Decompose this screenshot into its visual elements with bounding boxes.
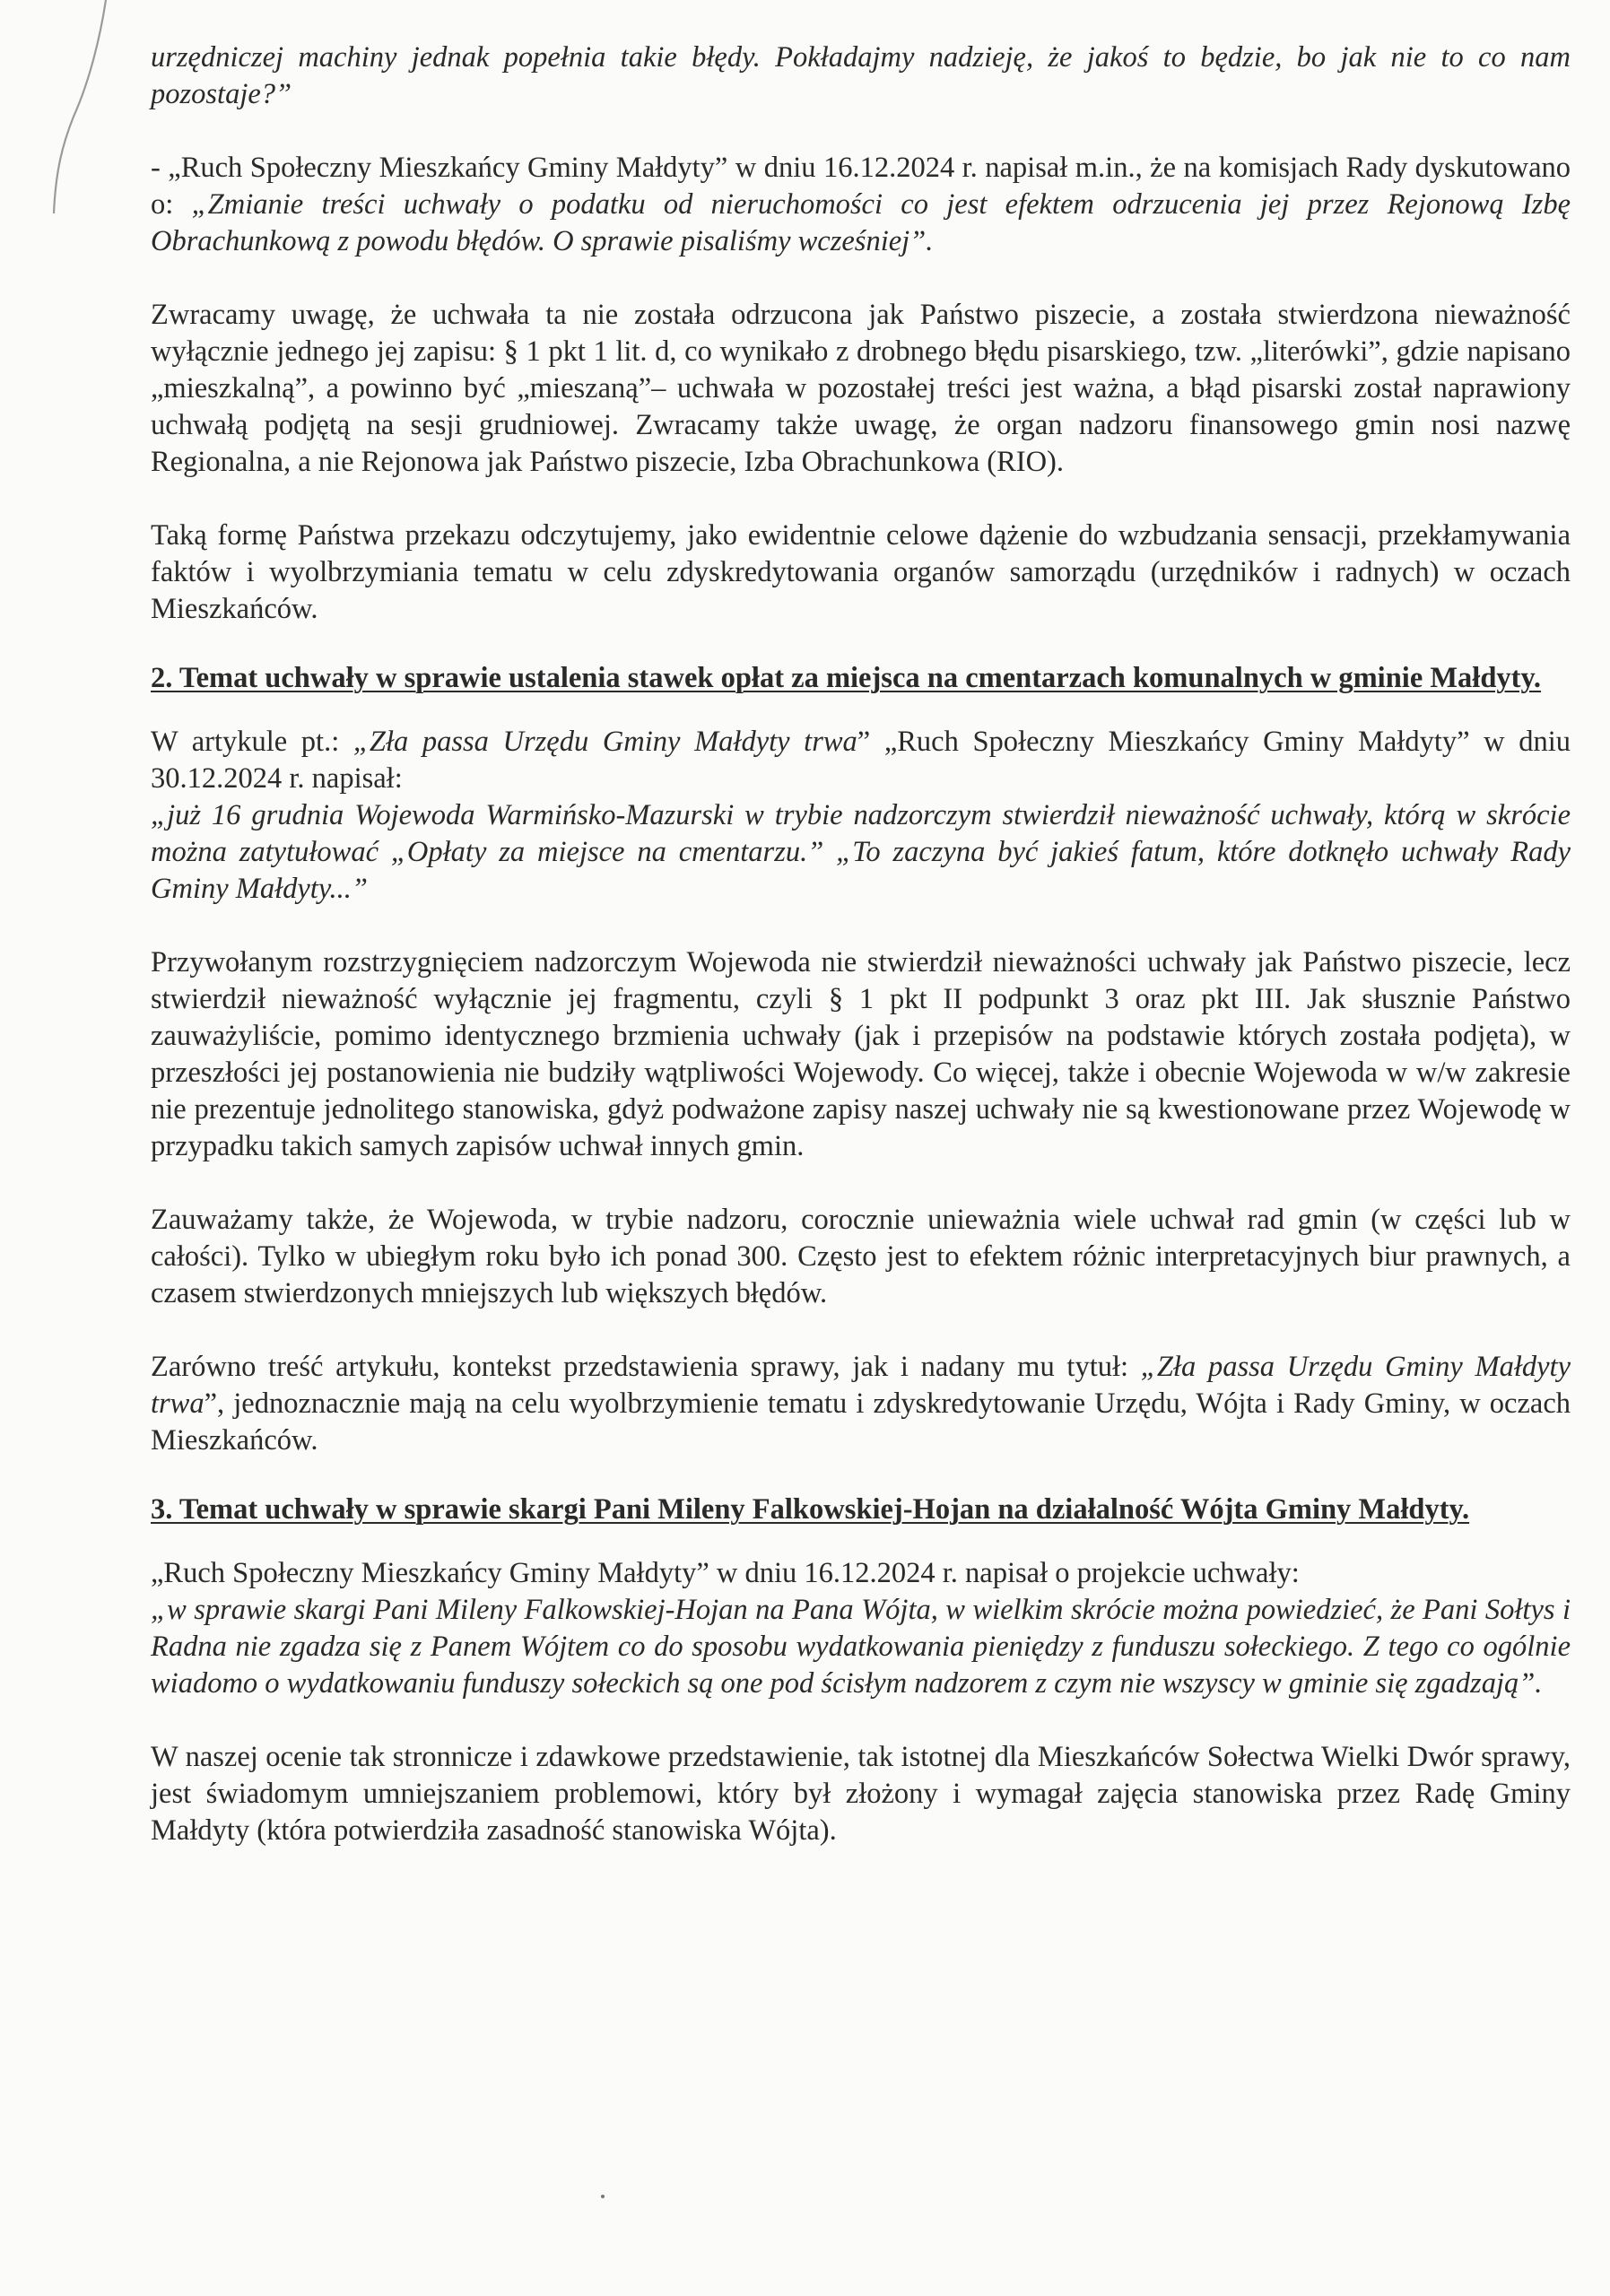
paragraph-article-intent: [151, 1349, 1571, 1459]
paragraph-tax-resolution-prefix: - „Ruch Społeczny Mieszkańcy Gminy Małdyty” w dniu 16.12.2024 r. napisał m.in., że na komisjach Rady dyskutowano o:: [151, 152, 1571, 221]
scan-speck: [601, 2195, 605, 2198]
paragraph-annulments: Zauważamy także, że Wojewoda, w trybie nadzoru, corocznie unieważnia wiele uchwał rad gmin (w części lub w całości). Tylko w ubiegłym roku było ich ponad 300. Często jest to efektem różnic interpretacyjnych biur prawnych, a czasem stwierdzonych mniejszych lub większych błędów.: [151, 1204, 1571, 1309]
paragraph-tax-resolution-reply: Zwracamy uwagę, że uchwała ta nie została odrzucona jak Państwo piszecie, a została stwierdzona nieważność wyłącznie jednego jej zapisu: § 1 pkt 1 lit. d, co wynikało z drobnego błędu pisarskiego, tzw. „literówki”, gdzie napisano „mieszkalną”, a powinno być „mieszaną”– uchwała w pozostałej treści jest ważna, a błąd pisarski został naprawiony uchwałą podjętą na sesji grudniowej. Zwracamy także uwagę, że organ nadzoru finansowego gmin nosi nazwę Regionalna, a nie Rejonowa jak Państwo piszecie, Izba Obrachunkowa (RIO).: [151, 299, 1571, 478]
paragraph-complaint-quote: [151, 1555, 1571, 1702]
article-title-repeat: „Zła passa Urzędu Gminy Małdyty trwa: [151, 1351, 1571, 1420]
paragraph-article-quote: [151, 724, 1571, 908]
document-body: [151, 39, 1571, 1849]
paragraph-article-quoted: „już 16 grudnia Wojewoda Warmińsko-Mazurski w trybie nadzorczym stwierdził nieważność uchwały, którą w skrócie można zatytułować „Opłaty za miejsce na cmentarzu.” „To zaczyna być jakieś fatum, które dotknęło uchwały Rady Gminy Małdyty...”: [151, 799, 1571, 905]
paragraph-article-intent-suffix: ”, jednoznacznie mają na celu wyolbrzymienie tematu i zdyskredytowanie Urzędu, Wójta i Rady Gminy, w oczach Mieszkańców.: [151, 1387, 1571, 1457]
article-title: „Zła passa Urzędu Gminy Małdyty trwa: [352, 726, 857, 758]
paragraph-tax-resolution-quote: [151, 150, 1571, 260]
paragraph-sensation-remark: Taką formę Państwa przekazu odczytujemy, jako ewidentnie celowe dążenie do wzbudzania sensacji, przekłamywania faktów i wyolbrzymiania tematu w celu zdyskredytowania organów samorządu (urzędników i radnych) w oczach Mieszkańców.: [151, 519, 1571, 625]
paragraph-tax-resolution-quoted: „Zmianie treści uchwały o podatku od nieruchomości co jest efektem odrzucenia jej przez Rejonową Izbę Obrachunkową z powodu błędów. O sprawie pisaliśmy wcześniej”.: [151, 188, 1571, 257]
paragraph-article-prefix: W artykule pt.:: [151, 726, 353, 758]
paragraph-assessment: W naszej ocenie tak stronnicze i zdawkowe przedstawienie, tak istotnej dla Mieszkańców Sołectwa Wielki Dwór sprawy, jest świadomym umniejszaniem problemowi, który był złożony i wymagał zajęcia stanowiska przez Radę Gminy Małdyty (która potwierdziła zasadność stanowiska Wójta).: [151, 1741, 1571, 1847]
paragraph-complaint-prefix: „Ruch Społeczny Mieszkańcy Gminy Małdyty” w dniu 16.12.2024 r. napisał o projekcie uchwały:: [151, 1557, 1300, 1589]
paragraph-supervisory-decision: Przywołanym rozstrzygnięciem nadzorczym Wojewoda nie stwierdził nieważności uchwały jak Państwo piszecie, lecz stwierdził nieważność wyłącznie jej fragmentu, czyli § 1 pkt II podpunkt 3 oraz pkt III. Jak słusznie Państwo zauważyliście, pomimo identycznego brzmienia uchwały (jak i przepisów na podstawie których została podjęta), w przeszłości jej postanowienia nie budziły wątpliwości Wojewody. Co więcej, także i obecnie Wojewoda w w/w zakresie nie prezentuje jednolitego stanowiska, gdyż podważone zapisy naszej uchwały nie są kwestionowane przez Wojewodę w przypadku takich samych zapisów uchwał innych gmin.: [151, 946, 1571, 1162]
paragraph-complaint-quoted: „w sprawie skargi Pani Mileny Falkowskiej-Hojan na Pana Wójta, w wielkim skrócie można powiedzieć, że Pani Sołtys i Radna nie zgadza się z Panem Wójtem co do sposobu wydatkowania pieniędzy z funduszu sołeckiego. Z tego co ogólnie wiadomo o wydatkowaniu funduszy sołeckich są one pod ścisłym nadzorem z czym nie wszyscy w gminie się zgadzają”.: [151, 1594, 1571, 1700]
paragraph-continuation: [151, 39, 1571, 113]
paragraph-article-intent-prefix: Zarówno treść artykułu, kontekst przedstawienia sprawy, jak i nadany mu tytuł:: [151, 1351, 1141, 1383]
paragraph-continuation-text: urzędniczej machiny jednak popełnia takie błędy. Pokładajmy nadzieję, że jakoś to będzie, bo jak nie to co nam pozostaje?”: [151, 41, 1571, 110]
heading-cemetery-fees: 2. Temat uchwały w sprawie ustalenia stawek opłat za miejsca na cmentarzach komunalnych w gminie Małdyty.: [151, 662, 1542, 694]
paragraph-article-middle: ” „Ruch Społeczny Mieszkańcy Gminy Małdyty” w dniu 30.12.2024 r. napisał:: [151, 726, 1571, 795]
heading-complaint: 3. Temat uchwały w sprawie skargi Pani Mileny Falkowskiej-Hojan na działalność Wójta Gminy Małdyty.: [151, 1493, 1470, 1526]
